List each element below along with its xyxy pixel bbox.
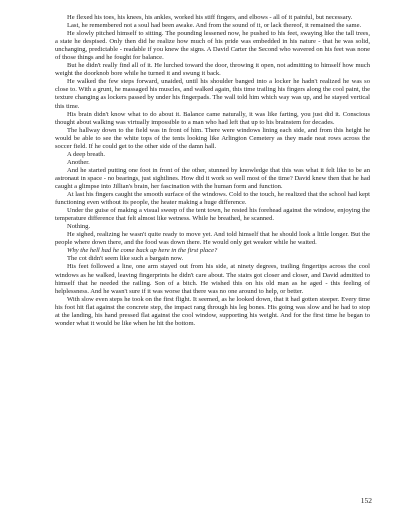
page-number: 152 [360,496,372,505]
paragraph: His brain didn't know what to do about it. Balance came naturally, it was like farting, you just did it. Conscious thought about walking was virtually impossible to a man who had left that up to his brainstem for decades. [55,110,370,126]
paragraph: Last, he remembered not a soul had been awake. And from the sound of it, or lack thereof, it remained the same. [67,22,362,30]
paragraph-italic [55,247,370,255]
paragraph: He flexed his toes, his knees, his ankles, worked his stiff fingers, and elbows - all of it painful, but necessary. [67,14,353,21]
body-text [55,14,370,328]
paragraph: At last his fingers caught the smooth surface of the windows. Cold to the touch, he realized that the school had kept functioning even without its people, the heater making a huge difference. [55,191,370,207]
paragraph: Nothing. [67,223,91,231]
paragraph: He sighed, realizing he wasn't quite ready to move yet. And told himself that he should look a little longer. But the people where down there, and the food was down there. He would only get weaker while he waited. [55,231,370,247]
paragraph: The cot didn't seem like such a bargain now. [67,255,184,263]
paragraph: But he didn't really find all of it. He lurched toward the door, throwing it open, not admitting to himself how much weight the doorknob bore while he turned it and swung it back. [55,62,370,78]
paragraph: He walked the few steps forward, unaided, until his shoulder banged into a locker he hadn't realized he was so close to. With a grunt, he massaged his muscles, and walked again, this time trailing his fingers along the cool paint, the texture changing as lockers passed by under his fingerpads. The wall told him which way was up, and he stayed vertical this time. [55,78,370,110]
paragraph: And he started putting one foot in front of the other, stunned by knowledge that this was what it felt like to be an astronaut in space - no bearings, just sightlines. How did it work so well most of the time? David knew then that he had caught a glimpse into Jillian's brain, her fascination with the human form and function. [55,166,370,190]
paragraph: Under the guise of making a visual sweep of the tent town, he rested his forehead against the window, enjoying the temperature difference that felt almost like wetness. While he breathed, he scanned. [55,207,370,223]
paragraph: With slow even steps he took on the first flight. It seemed, as he looked down, that it had gotten steeper. Every time his foot hit flat against the concrete step, the impact rang through his leg bones. His going was slow and he had to stop at the landing, his hand pressed flat against the cool window, supporting his weight. And for the first time he began to wonder what it would be like when he hit the bottom. [55,295,370,327]
paragraph: His feet followed a line, one arm stayed out from his side, at ninety degrees, trailing fingertips across the cool windows as he walked, leaving fingerprints he didn't care about. The stairs got closer and closer, and David admitted to himself that he needed the railing. Son of a bitch. He wished this on his old man as he aged - this feeling of helplessness. And he wasn't sure if it was worse that there was no one around to help, or better. [55,263,370,295]
paragraph: The hallway down to the field was in front of him. There were windows lining each side, and from this height he would be able to see the white tops of the tents looking like Arlington Cemetery as they made neat rows across the soccer field. If he could get to the other side of the damn hall. [55,126,370,150]
paragraph: Another. [67,158,90,166]
italic-text: Why the hell had he come back up here in the first place? [67,247,218,255]
paragraph: He slowly pitched himself to sitting. The pounding lessened now, he pushed to his feet, swaying like the tall trees, a state he despised. Only then did he realize how much of his pride was embedded in his nature - that he was solid, unchanging, predictable - readable if you knew the signs. A David Carter the Second who wavered on his feet was none of those things and he fought for balance. [55,30,370,62]
paragraph: A deep breath. [67,150,105,158]
